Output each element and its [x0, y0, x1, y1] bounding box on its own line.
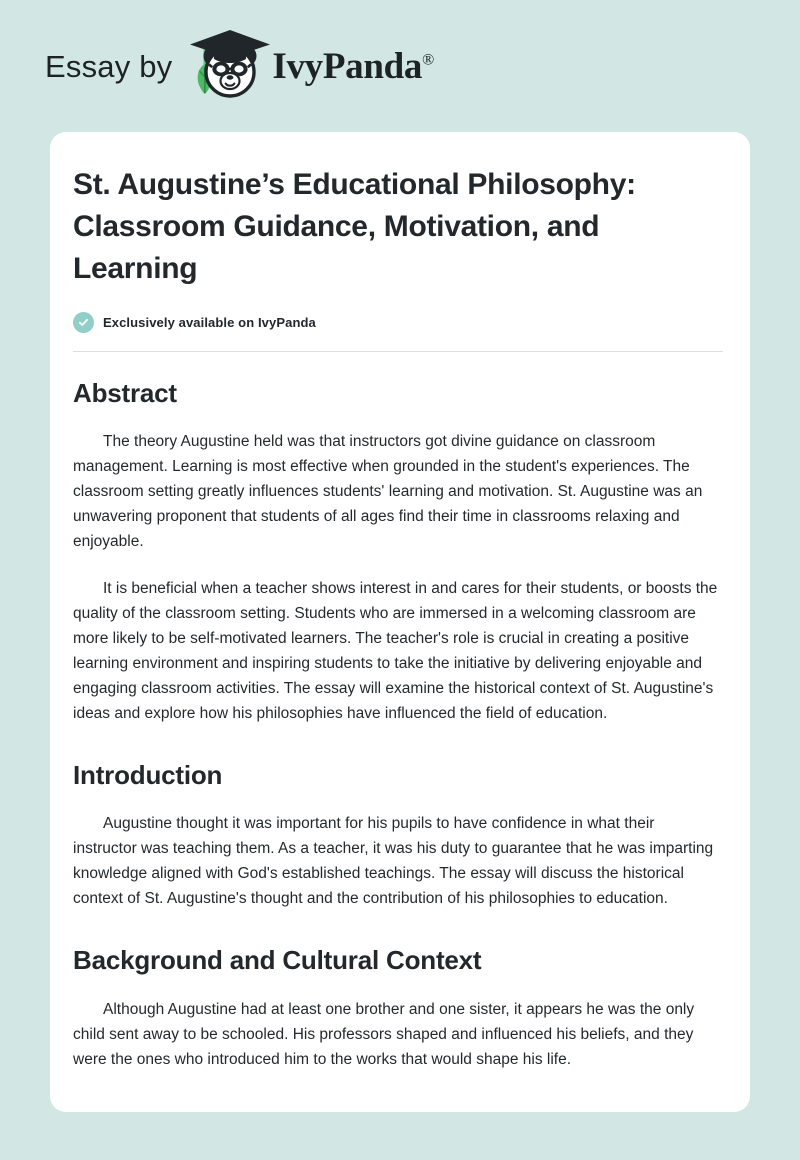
- paragraph-introduction-1: Augustine thought it was important for his pupils to have confidence in what their instructor was teaching them. As a teacher, it was his duty to guarantee that he was imparting knowledge aligned with God's established teachings. The essay will discuss the historical context of St. Augustine's thought and the contribution of his philosophies to education.: [73, 815, 714, 908]
- brand-name-text: IvyPanda: [272, 45, 423, 87]
- section-heading-introduction: Introduction: [73, 760, 223, 791]
- check-circle-icon: [73, 312, 94, 333]
- paragraph-abstract-2: It is beneficial when a teacher shows interest in and cares for their students, or boosts the quality of the classroom setting. Students who are immersed in a welcoming classroom are more likely to be self-motivated learners. The teacher's role is crucial in creating a positive learning environment and inspiring students to take the initiative by delivering enjoyable and engaging classroom activities. The essay will examine the historical context of St. Augustine's ideas and explore how his philosophies have influenced the field of education.: [73, 580, 718, 723]
- paragraph-abstract-1: The theory Augustine held was that instructors got divine guidance on classroom management. Learning is most effective when grounded in the student's experiences. The classroom setting greatly influences students' learning and motivation. St. Augustine was an unwavering proponent that students of all ages find their time in classrooms relaxing and enjoyable.: [73, 433, 703, 551]
- brand-lockup[interactable]: [45, 29, 434, 103]
- paper-content: [50, 132, 750, 1072]
- title-divider: [73, 351, 723, 352]
- section-heading-abstract: Abstract: [73, 378, 177, 408]
- availability-badge-row: [73, 312, 722, 333]
- essay-paper-card: [50, 132, 750, 1112]
- availability-label: Exclusively available on IvyPanda: [103, 315, 316, 330]
- paragraph-background-1: Although Augustine had at least one brother and one sister, it appears he was the only child sent away to be schooled. His professors shaped and influenced his beliefs, and they were the ones who introduced him to the works that would shape his life.: [73, 1000, 695, 1068]
- page-title: St. Augustine’s Educational Philosophy: Classroom Guidance, Motivation, and Learning: [73, 168, 636, 285]
- ivypanda-wordmark: [272, 45, 434, 87]
- essay-by-label: Essay by: [45, 48, 173, 84]
- section-heading-background-and-cultural-context: Background and Cultural Context: [73, 945, 482, 976]
- ivypanda-logo[interactable]: [182, 29, 434, 103]
- brand-header: [0, 0, 800, 132]
- registered-trademark-symbol: ®: [422, 51, 434, 69]
- ivypanda-panda-graduate-logo-icon: [182, 27, 274, 103]
